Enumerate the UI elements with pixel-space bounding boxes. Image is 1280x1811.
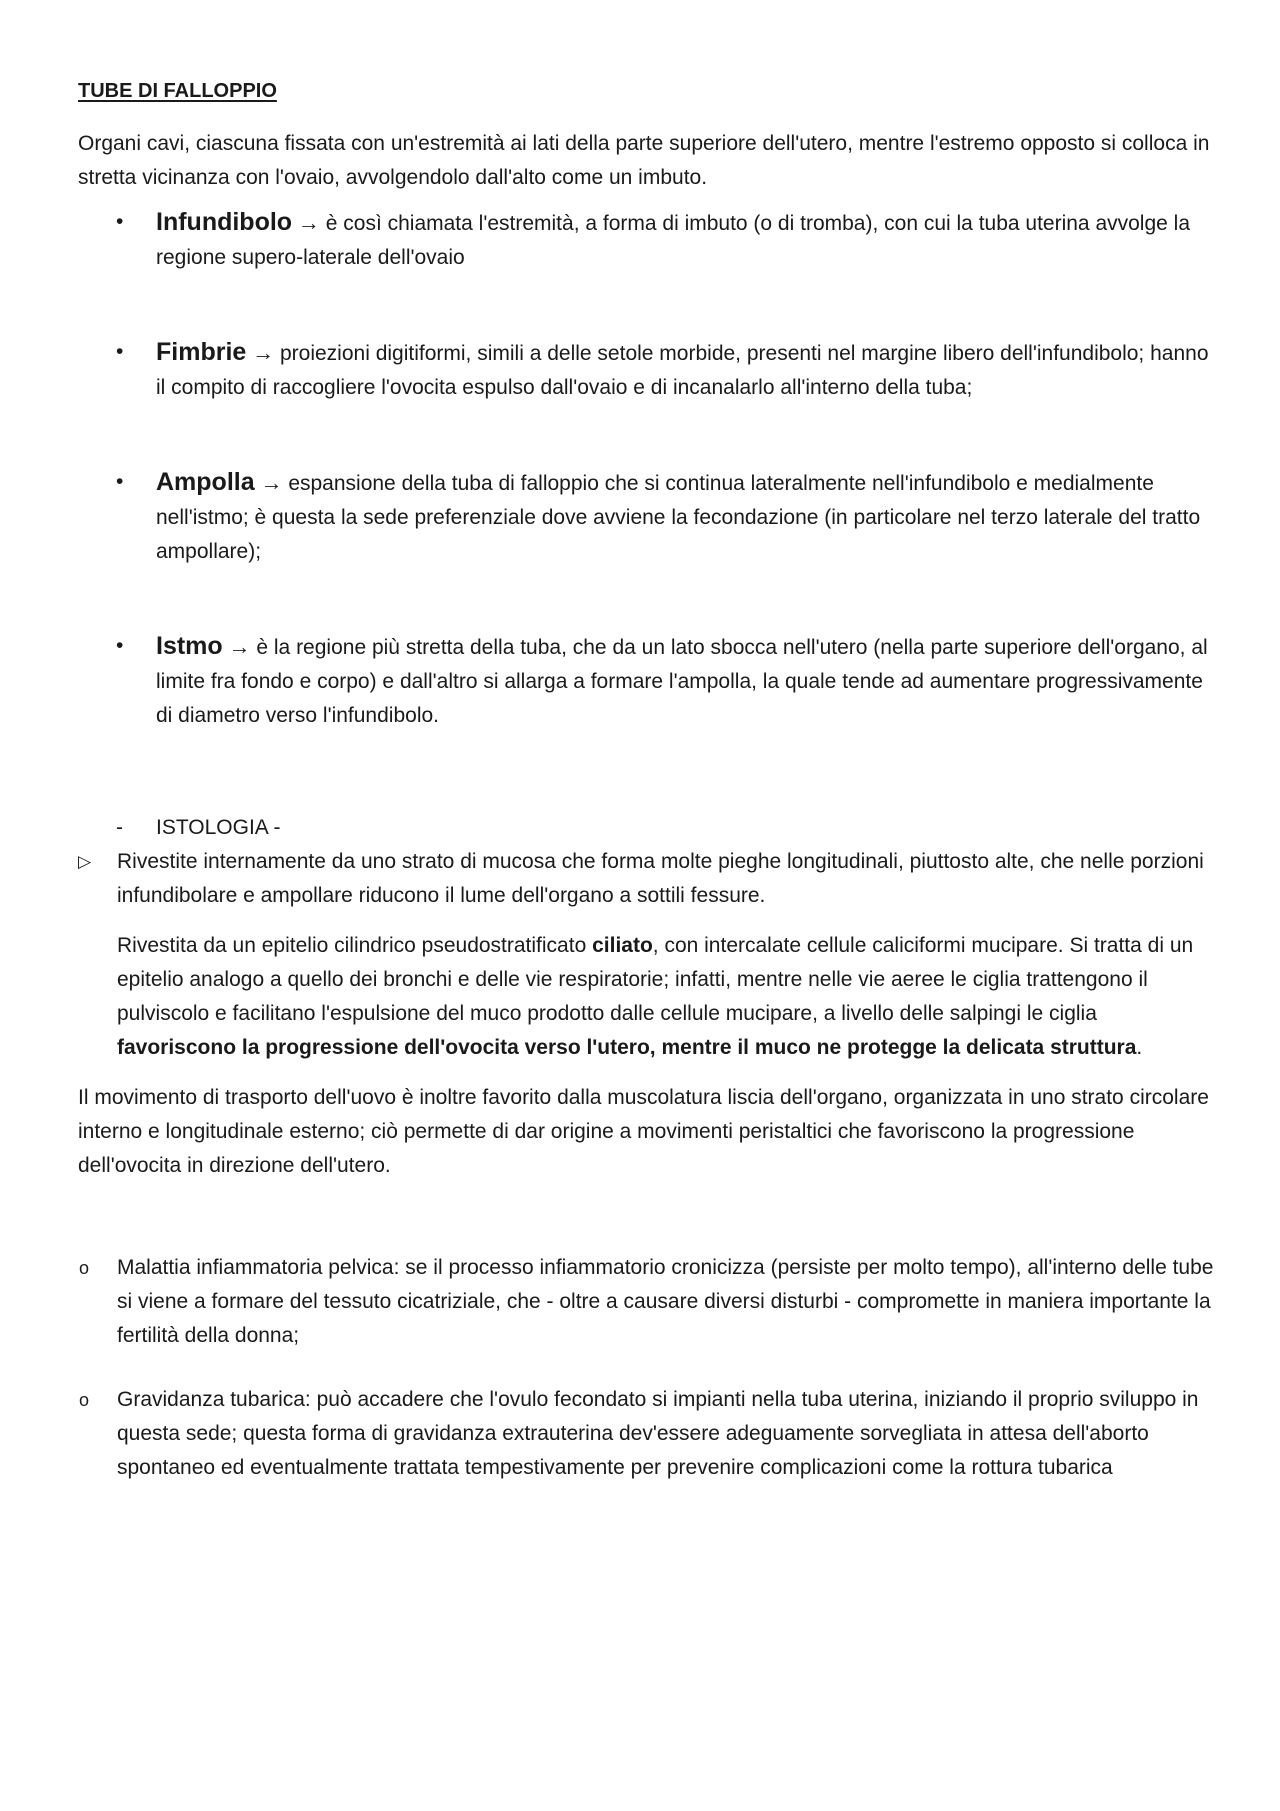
arrow-right-icon: → bbox=[228, 634, 251, 659]
pathology-list bbox=[78, 1251, 1214, 1485]
list-item-ampolla bbox=[78, 465, 1214, 569]
term-label: Istmo bbox=[156, 632, 223, 660]
circle-bullet-icon: o bbox=[79, 1258, 90, 1278]
epitelio-bold-function: favoriscono la progressione dell'ovocita verso l'utero, mentre il muco ne protegge la delicata struttura bbox=[117, 1036, 1137, 1059]
bullet-icon: • bbox=[116, 210, 124, 233]
arrow-right-icon: → bbox=[260, 470, 283, 495]
epitelio-text: , con intercalate cellule caliciformi mucipare. Si tratta di un epitelio analogo a quello dei bronchi e delle vie respiratorie; infatti, mentre nelle vie aeree le ciglia trattengono il pulviscolo e facilitano l'espulsione del muco prodotto dalle cellule mucipare, a livello delle salpingi le ciglia bbox=[117, 934, 1194, 1025]
list-item-malattia-pelvica bbox=[78, 1251, 1214, 1353]
istologia-heading bbox=[78, 811, 1214, 845]
document-page bbox=[78, 78, 1214, 1515]
anatomy-list bbox=[78, 205, 1214, 733]
arrow-right-icon: → bbox=[252, 340, 275, 365]
list-item-gravidanza-tubarica bbox=[78, 1383, 1214, 1485]
arrow-right-icon: → bbox=[297, 210, 320, 235]
page-title: TUBE DI FALLOPPIO bbox=[78, 80, 277, 102]
movimento-paragraph: Il movimento di trasporto dell'uovo è inoltre favorito dalla muscolatura liscia dell'organo, organizzata in uno strato circolare interno e longitudinale esterno; ciò permette di dar origine a movimenti peristaltici che favoriscono la progressione dell'ovocita in direzione dell'utero. bbox=[78, 1086, 1209, 1177]
epitelio-text: . bbox=[1136, 1036, 1143, 1059]
term-description: è la regione più stretta della tuba, che da un lato sbocca nell'utero (nella parte superiore dell'organo, al limite fra fondo e corpo) e dall'altro si allarga a formare l'ampolla, la quale tende ad aumentare progressivamente di diametro verso l'infundibolo. bbox=[156, 636, 1208, 727]
term-description: è così chiamata l'estremità, a forma di imbuto (o di tromba), con cui la tuba uterina avvolge la regione supero-laterale dell'ovaio bbox=[156, 212, 1191, 269]
term-label: Ampolla bbox=[156, 468, 255, 496]
istologia-point bbox=[78, 845, 1214, 913]
list-item-istmo bbox=[78, 629, 1214, 733]
term-label: Fimbrie bbox=[156, 338, 247, 366]
triangle-right-icon: ▷ bbox=[78, 852, 92, 871]
bullet-icon: • bbox=[116, 634, 124, 657]
circle-bullet-icon: o bbox=[79, 1390, 90, 1410]
istologia-point-text: Rivestite internamente da uno strato di mucosa che forma molte pieghe longitudinali, piuttosto alte, che nelle porzioni infundibolare e ampollare riducono il lume dell'organo a sottili fessure. bbox=[117, 850, 1204, 907]
epitelio-text: Rivestita da un epitelio cilindrico pseudostratificato bbox=[117, 934, 593, 957]
term-description: espansione della tuba di falloppio che si continua lateralmente nell'infundibolo e medialmente nell'istmo; è questa la sede preferenziale dove avviene la fecondazione (in particolare nel terzo laterale del tratto ampollare); bbox=[156, 472, 1201, 563]
epitelio-paragraph bbox=[78, 929, 1214, 1065]
intro-paragraph: Organi cavi, ciascuna fissata con un'estremità ai lati della parte superiore dell'utero, mentre l'estremo opposto si colloca in stretta vicinanza con l'ovaio, avvolgendolo dall'alto come un imbuto. bbox=[78, 132, 1210, 189]
list-item-fimbrie bbox=[78, 335, 1214, 405]
bullet-icon: • bbox=[116, 470, 124, 493]
list-item-infundibolo bbox=[78, 205, 1214, 275]
term-label: Infundibolo bbox=[156, 208, 293, 236]
pathology-text: Malattia infiammatoria pelvica: se il processo infiammatorio cronicizza (persiste per molto tempo), all'interno delle tube si viene a formare del tessuto cicatriziale, che - oltre a causare diversi disturbi - compromette in maniera importante la fertilità della donna; bbox=[117, 1256, 1214, 1347]
pathology-text: Gravidanza tubarica: può accadere che l'ovulo fecondato si impianti nella tuba uterina, iniziando il proprio sviluppo in questa sede; questa forma di gravidanza extrauterina dev'essere adeguamente sorvegliata in attesa dell'aborto spontaneo ed eventualmente trattata tempestivamente per prevenire complicazioni come la rottura tubarica bbox=[117, 1388, 1199, 1479]
dash-marker: - bbox=[116, 816, 123, 839]
istologia-label: ISTOLOGIA - bbox=[156, 816, 281, 839]
epitelio-bold-ciliato: ciliato bbox=[592, 934, 653, 957]
bullet-icon: • bbox=[116, 340, 124, 363]
term-description: proiezioni digitiformi, simili a delle setole morbide, presenti nel margine libero dell'infundibolo; hanno il compito di raccogliere l'ovocita espulso dall'ovaio e di incanalarlo all'interno della tuba; bbox=[156, 342, 1209, 399]
